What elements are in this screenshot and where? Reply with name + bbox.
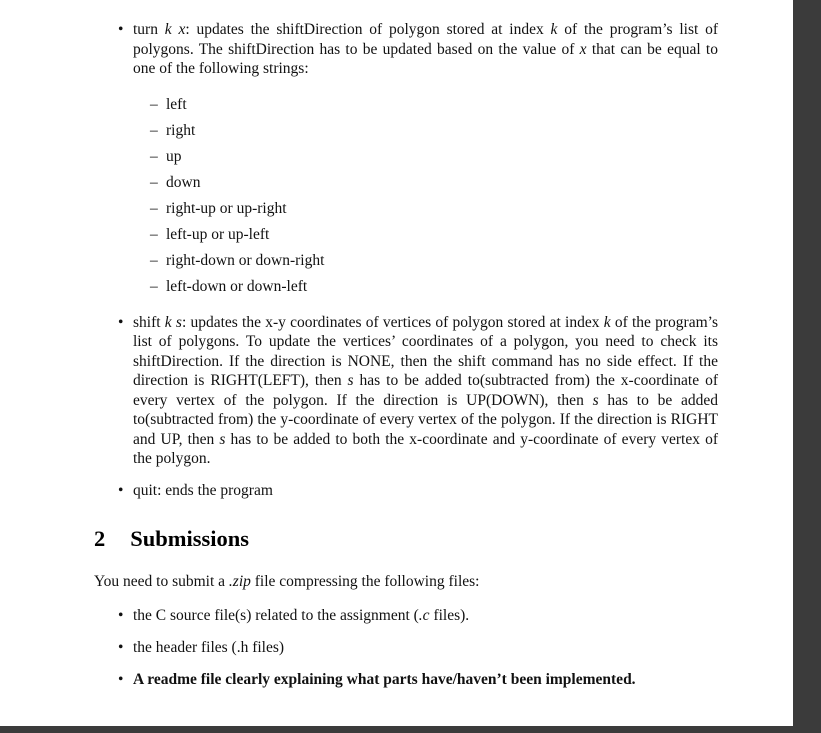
dash-marker: – xyxy=(150,95,158,113)
list-item-turn-command xyxy=(94,20,718,300)
direction-item xyxy=(133,170,718,196)
readme-file-text: A readme file clearly explaining what parts have/haven’t been implemented. xyxy=(133,670,636,688)
list-item-quit-command xyxy=(94,481,718,501)
dash-marker: – xyxy=(150,277,158,295)
direction-label: right xyxy=(166,121,196,139)
dash-marker: – xyxy=(150,199,158,217)
source-files-text: the C source file(s) related to the assignment (.c files). xyxy=(133,606,470,624)
bullet-marker: • xyxy=(118,638,124,656)
submissions-intro: You need to submit a .zip file compressing the following files: xyxy=(94,573,480,590)
section-number: 2 xyxy=(94,526,106,551)
bullet-marker: • xyxy=(118,670,124,688)
shift-command-text: shift k s: updates the x-y coordinates of vertices of polygon stored at index k of the program’s list of polygons. To update the vertices’ coordinates of a polygon, you need to check its shiftDirection. If the direction is NONE, then the shift command has no side effect. If the direction is RIGHT(LEFT), then s has to be added to(subtracted from) the x-coordinate of every vertex of the polygon. If the direction is UP(DOWN), then s has to be added to(subtracted from) the y-coordinate of every vertex of the polygon. If the direction is RIGHT and UP, then s has to be added to both the x-coordinate and y-coordinate of every vertex of the polygon. xyxy=(133,313,718,467)
dash-marker: – xyxy=(150,147,158,165)
direction-item xyxy=(133,222,718,248)
command-list xyxy=(94,20,718,500)
turn-command-text: turn k x: updates the shiftDirection of polygon stored at index k of the program’s list of polygons. The shiftDirection has to be updated based on the value of x that can be equal to one of the following strings: xyxy=(133,21,719,77)
dash-marker: – xyxy=(150,173,158,191)
dash-marker: – xyxy=(150,225,158,243)
list-item-header-files xyxy=(94,638,718,658)
bullet-marker: • xyxy=(118,481,124,499)
list-item-shift-command xyxy=(94,313,718,469)
direction-label: left-down or down-left xyxy=(166,277,308,295)
direction-label: right-down or down-right xyxy=(166,251,325,269)
direction-item xyxy=(133,118,718,144)
direction-label: down xyxy=(166,173,201,191)
dash-marker: – xyxy=(150,121,158,139)
direction-label: up xyxy=(166,147,182,165)
list-item-source-files xyxy=(94,606,718,626)
direction-label: left-up or up-left xyxy=(166,225,270,243)
direction-item xyxy=(133,248,718,274)
section-heading xyxy=(94,526,718,552)
submissions-list xyxy=(94,606,718,690)
direction-item xyxy=(133,92,718,118)
direction-options-list xyxy=(133,92,718,300)
background-right-strip xyxy=(793,0,821,733)
direction-label: left xyxy=(166,95,187,113)
quit-command-text: quit: ends the program xyxy=(133,481,273,499)
direction-item xyxy=(133,144,718,170)
direction-label: right-up or up-right xyxy=(166,199,287,217)
header-files-text: the header files (.h files) xyxy=(133,638,285,656)
bullet-marker: • xyxy=(118,313,124,331)
list-item-readme-file xyxy=(94,670,718,690)
direction-item xyxy=(133,196,718,222)
background-bottom-strip xyxy=(0,726,821,733)
bullet-marker: • xyxy=(118,21,124,38)
bullet-marker: • xyxy=(118,606,124,624)
dash-marker: – xyxy=(150,251,158,269)
section-title: Submissions xyxy=(130,526,250,551)
direction-item xyxy=(133,274,718,300)
